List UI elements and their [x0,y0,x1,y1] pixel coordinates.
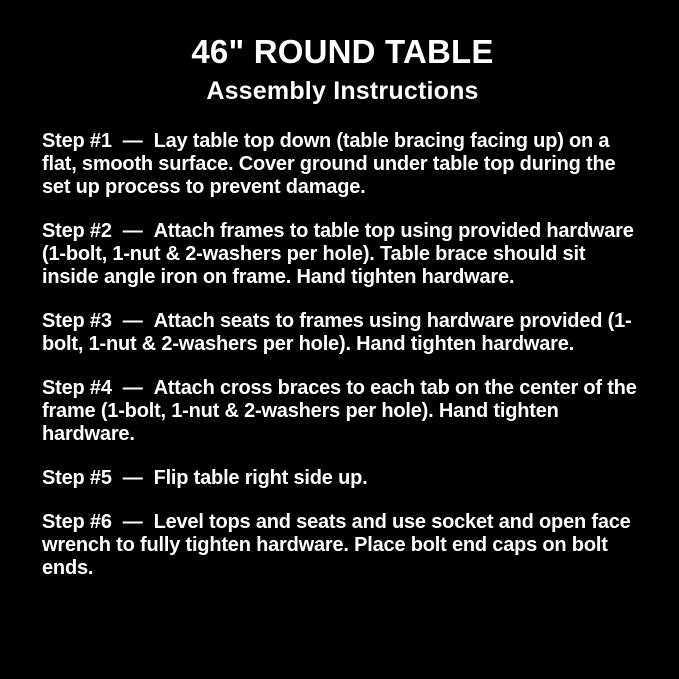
em-dash: — [122,511,143,533]
step-1 [42,130,643,199]
step-5 [42,467,643,490]
em-dash: — [122,377,143,399]
page-title: 46" ROUND TABLE [191,33,494,70]
step-1-text: Lay table top down (table bracing facing up) on a flat, smooth surface. Cover ground under table top during the set up process to prevent damage. [42,130,616,198]
step-1-number: Step #1 [42,130,112,152]
step-2 [42,220,643,289]
step-5-text: Flip table right side up. [153,467,368,489]
em-dash: — [122,310,143,332]
step-4-text: Attach cross braces to each tab on the center of the frame (1-bolt, 1-nut & 2-washers per hole). Hand tighten hardware. [42,377,637,445]
step-6-number: Step #6 [42,511,112,533]
step-3-number: Step #3 [42,310,112,332]
steps-list [42,130,643,580]
em-dash: — [122,130,143,152]
page-subtitle: Assembly Instructions [206,77,479,105]
step-3-text: Attach seats to frames using hardware provided (1-bolt, 1-nut & 2-washers per hole). Hand tighten hardware. [42,310,632,355]
em-dash: — [122,467,143,489]
step-6-text: Level tops and seats and use socket and open face wrench to fully tighten hardware. Place bolt end caps on bolt ends. [42,511,631,579]
step-3 [42,310,643,356]
step-4-number: Step #4 [42,377,112,399]
step-2-text: Attach frames to table top using provided hardware (1-bolt, 1-nut & 2-washers per hole). Table brace should sit inside angle iron on frame. Hand tighten hardware. [42,220,634,288]
step-4 [42,377,643,446]
step-2-number: Step #2 [42,220,112,242]
step-6 [42,511,643,580]
em-dash: — [122,220,143,242]
step-5-number: Step #5 [42,467,112,489]
